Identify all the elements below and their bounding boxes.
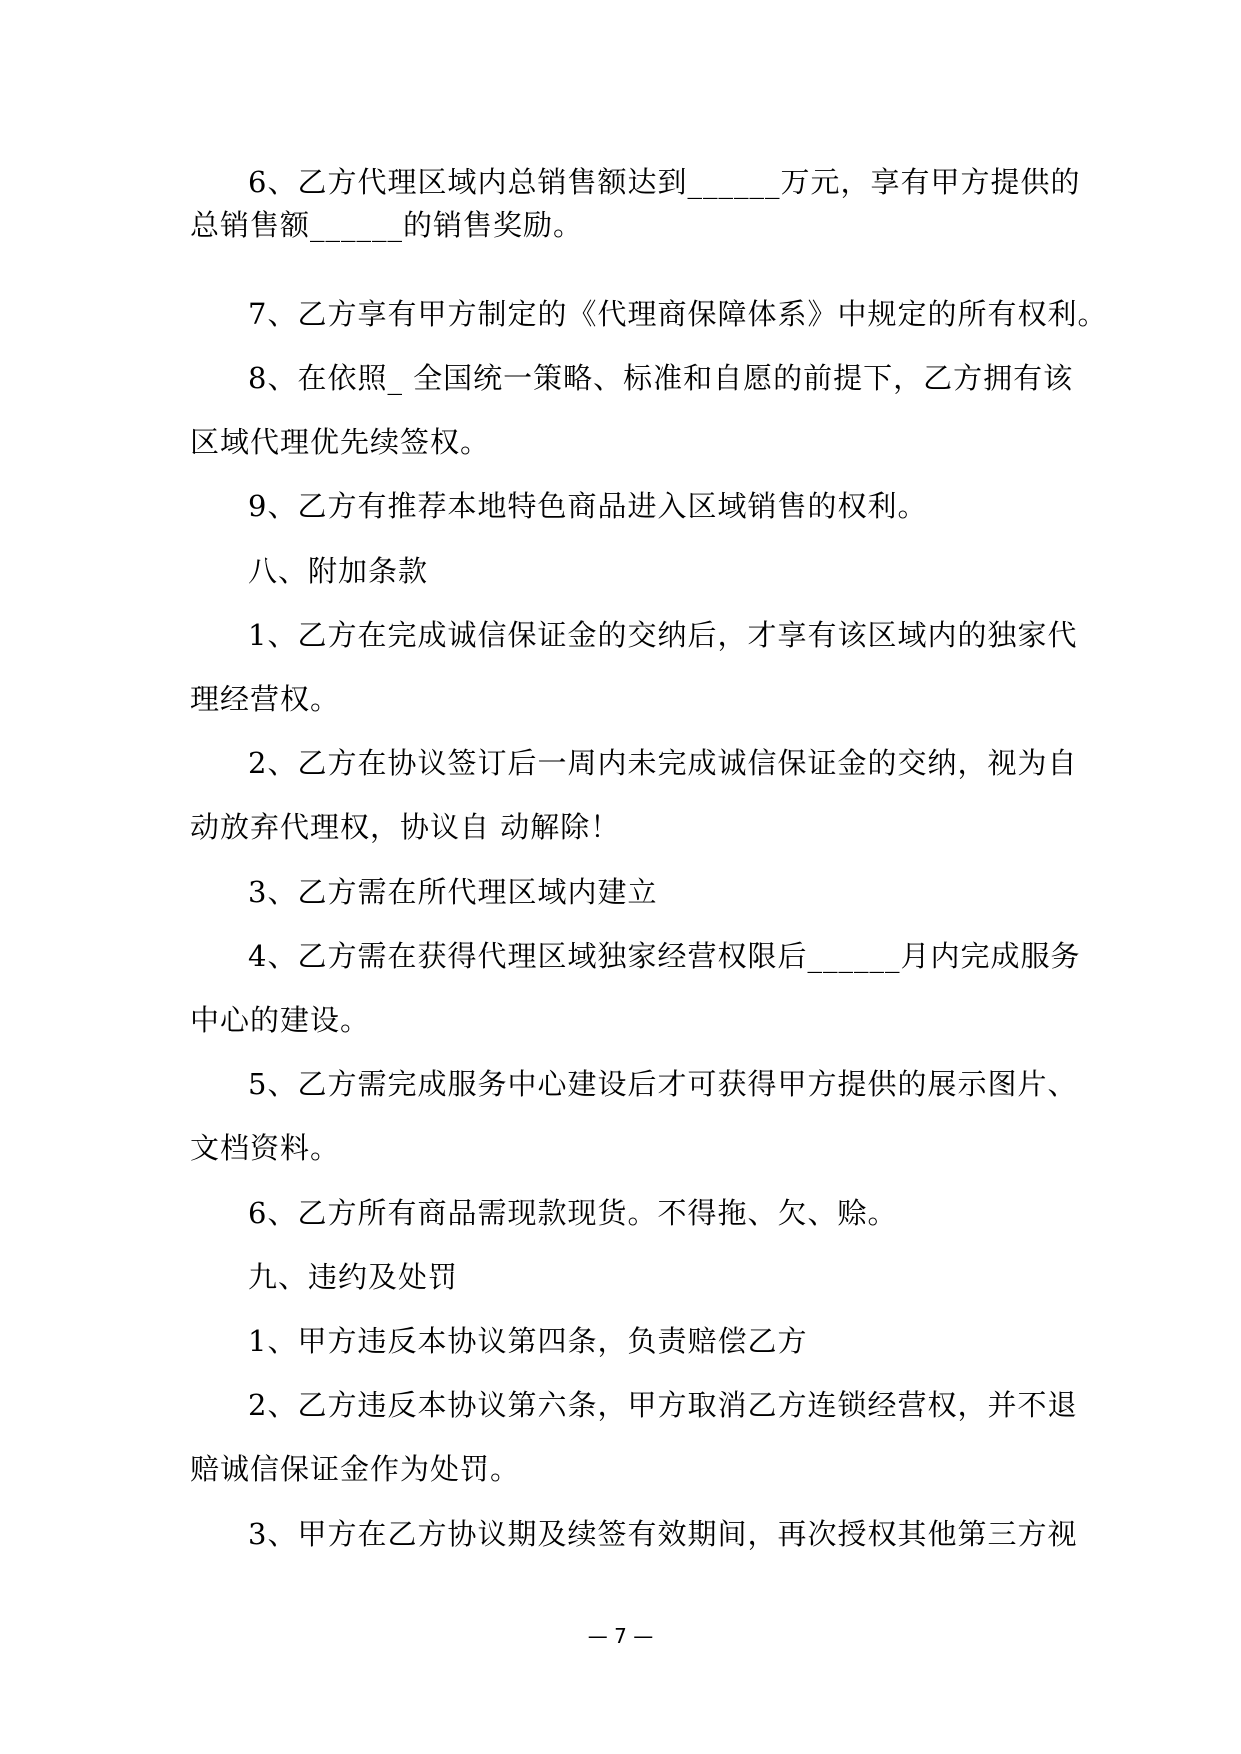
paragraph-line: 中心的建设。 (190, 1003, 371, 1037)
section-heading: 八、附加条款 (248, 554, 429, 588)
section-heading: 九、违约及处罚 (248, 1260, 459, 1294)
paragraph-line: 8、在依照_ 全国统一策略、标准和自愿的前提下，乙方拥有该 (248, 361, 1074, 395)
paragraph-line: 1、乙方在完成诚信保证金的交纳后，才享有该区域内的独家代 (248, 618, 1078, 652)
paragraph-line: 动放弃代理权，协议自 动解除！ (190, 810, 621, 844)
paragraph-line: 2、乙方违反本协议第六条，甲方取消乙方连锁经营权，并不退 (248, 1388, 1078, 1422)
paragraph-line: 5、乙方需完成服务中心建设后才可获得甲方提供的展示图片、 (248, 1067, 1078, 1101)
paragraph-line: 9、乙方有推荐本地特色商品进入区域销售的权利。 (248, 489, 928, 523)
paragraph-line: 3、乙方需在所代理区域内建立 (248, 875, 658, 909)
paragraph-line: 6、乙方所有商品需现款现货。不得拖、欠、赊。 (248, 1196, 898, 1230)
paragraph-line: 7、乙方享有甲方制定的《代理商保障体系》中规定的所有权利。 (248, 297, 1108, 331)
paragraph-line: 理经营权。 (190, 682, 341, 716)
paragraph-line: 3、甲方在乙方协议期及续签有效期间，再次授权其他第三方视 (248, 1517, 1078, 1551)
paragraph-line: 文档资料。 (190, 1131, 341, 1165)
page-number: — 7 — (587, 1624, 654, 1648)
paragraph-line: 2、乙方在协议签订后一周内未完成诚信保证金的交纳，视为自 (248, 746, 1078, 780)
paragraph-line: 区域代理优先续签权。 (190, 425, 491, 459)
paragraph-line: 赔诚信保证金作为处罚。 (190, 1452, 521, 1486)
paragraph-line: 1、甲方违反本协议第四条，负责赔偿乙方 (248, 1324, 808, 1358)
paragraph-line: 6、乙方代理区域内总销售额达到______万元，享有甲方提供的 (248, 165, 1081, 199)
paragraph-line: 4、乙方需在获得代理区域独家经营权限后______月内完成服务 (248, 939, 1081, 973)
paragraph-line: 总销售额______的销售奖励。 (190, 208, 584, 242)
